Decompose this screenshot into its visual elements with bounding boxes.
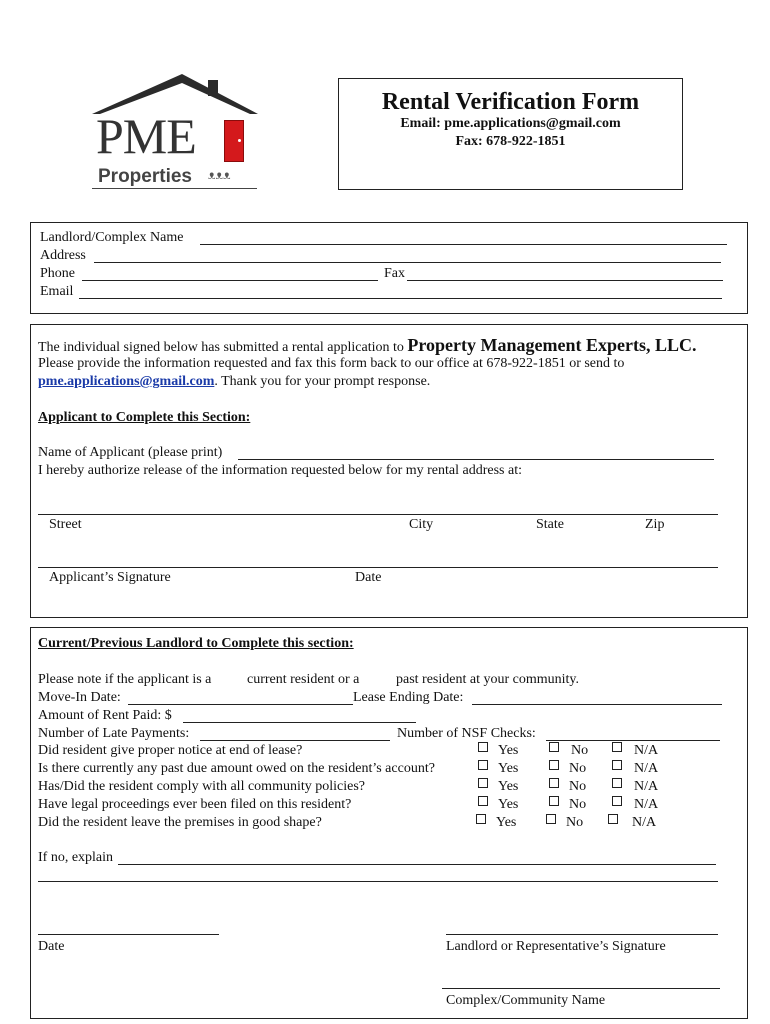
- past-resident-checkbox[interactable]: [381, 675, 391, 685]
- no-label: No: [569, 779, 587, 794]
- na-label: N/A: [632, 815, 657, 830]
- applicant-name-field[interactable]: [238, 459, 714, 460]
- intro-line1: [38, 335, 696, 358]
- header-fax: Fax: 678-922-1851: [455, 134, 566, 149]
- landlord-name-label: Landlord/Complex Name: [40, 230, 184, 245]
- phone-label: Phone: [40, 266, 75, 281]
- header-email: Email: pme.applications@gmail.com: [400, 116, 621, 131]
- logo-door-icon: [224, 120, 244, 162]
- current-resident-checkbox[interactable]: [232, 675, 242, 685]
- question-text: Is there currently any past due amount owed on the resident’s account?: [38, 761, 435, 776]
- na-label: N/A: [634, 779, 659, 794]
- late-payments-field[interactable]: [200, 740, 390, 741]
- rental-address-field[interactable]: [38, 514, 718, 515]
- applicant-name-label: Name of Applicant (please print): [38, 445, 223, 460]
- header-box: [338, 78, 683, 190]
- landlord-date-label: Date: [38, 939, 65, 954]
- no-checkbox[interactable]: [549, 742, 559, 752]
- landlord-signature-label: Landlord or Representative’s Signature: [446, 939, 666, 954]
- rent-paid-label: Amount of Rent Paid: $: [38, 708, 172, 723]
- question-text: Did the resident leave the premises in good shape?: [38, 815, 322, 830]
- yes-label: Yes: [498, 797, 519, 812]
- na-checkbox[interactable]: [612, 778, 622, 788]
- na-checkbox[interactable]: [612, 742, 622, 752]
- fax-label: Fax: [384, 266, 405, 281]
- address-label: Address: [40, 248, 86, 263]
- nsf-label: Number of NSF Checks:: [397, 726, 536, 741]
- yes-label: Yes: [496, 815, 517, 830]
- complex-name-field[interactable]: [442, 988, 720, 989]
- no-label: No: [571, 743, 589, 758]
- yes-checkbox[interactable]: [478, 778, 488, 788]
- authorize-text: I hereby authorize release of the information requested below for my rental address at:: [38, 463, 522, 478]
- yes-checkbox[interactable]: [478, 760, 488, 770]
- no-checkbox[interactable]: [549, 796, 559, 806]
- na-label: N/A: [634, 743, 659, 758]
- current-resident-label: current resident or a: [247, 672, 360, 687]
- landlord-heading: Current/Previous Landlord to Complete this section:: [38, 636, 354, 651]
- street-label: Street: [49, 517, 82, 532]
- na-label: N/A: [634, 797, 659, 812]
- nsf-field[interactable]: [546, 740, 720, 741]
- pme-logo: [90, 70, 260, 195]
- yes-checkbox[interactable]: [476, 814, 486, 824]
- question-text: Has/Did the resident comply with all community policies?: [38, 779, 365, 794]
- yes-label: Yes: [498, 743, 519, 758]
- intro-suffix: . Thank you for your prompt response.: [214, 374, 431, 389]
- yes-checkbox[interactable]: [478, 742, 488, 752]
- landlord-signature-field[interactable]: [446, 934, 718, 935]
- landlord-date-field[interactable]: [38, 934, 219, 935]
- yes-label: Yes: [498, 779, 519, 794]
- lease-end-field[interactable]: [472, 704, 722, 705]
- logo-decor: ᴥᴥᴥ: [208, 168, 231, 183]
- yes-label: Yes: [498, 761, 519, 776]
- rent-paid-field[interactable]: [183, 722, 416, 723]
- fax-field[interactable]: [407, 280, 723, 281]
- explain-field-2[interactable]: [38, 881, 718, 882]
- state-label: State: [536, 517, 564, 532]
- yes-checkbox[interactable]: [478, 796, 488, 806]
- complex-name-label: Complex/Community Name: [446, 993, 606, 1008]
- phone-field[interactable]: [82, 280, 378, 281]
- na-label: N/A: [634, 761, 659, 776]
- company-name: Property Management Experts, LLC.: [407, 335, 697, 355]
- zip-label: Zip: [645, 517, 665, 532]
- applicant-heading: Applicant to Complete this Section:: [38, 410, 251, 425]
- logo-main-text: PME: [96, 108, 196, 164]
- email-label: Email: [40, 284, 74, 299]
- no-label: No: [566, 815, 584, 830]
- address-field[interactable]: [94, 262, 721, 263]
- no-checkbox[interactable]: [549, 760, 559, 770]
- no-checkbox[interactable]: [546, 814, 556, 824]
- explain-field[interactable]: [118, 864, 716, 865]
- logo-sub-text: Properties: [98, 166, 192, 187]
- note-prefix: Please note if the applicant is a: [38, 672, 212, 687]
- intro-line3: [38, 374, 430, 390]
- late-payments-label: Number of Late Payments:: [38, 726, 190, 741]
- move-in-label: Move-In Date:: [38, 690, 121, 705]
- applicant-signature-label: Applicant’s Signature: [49, 570, 171, 585]
- intro-prefix: The individual signed below has submitted a rental application to: [38, 340, 408, 355]
- city-label: City: [409, 517, 434, 532]
- na-checkbox[interactable]: [612, 796, 622, 806]
- past-resident-label: past resident at your community.: [396, 672, 579, 687]
- landlord-name-field[interactable]: [200, 244, 727, 245]
- form-title: Rental Verification Form: [381, 89, 640, 115]
- na-checkbox[interactable]: [612, 760, 622, 770]
- email-field[interactable]: [79, 298, 722, 299]
- applicant-date-label: Date: [355, 570, 382, 585]
- move-in-field[interactable]: [128, 704, 353, 705]
- no-label: No: [569, 797, 587, 812]
- question-text: Have legal proceedings ever been filed on this resident?: [38, 797, 352, 812]
- no-label: No: [569, 761, 587, 776]
- applicant-signature-field[interactable]: [38, 567, 718, 568]
- email-link[interactable]: pme.applications@gmail.com: [38, 374, 215, 389]
- intro-line2: Please provide the information requested and fax this form back to our office at 678-922-1851 or send to: [38, 356, 625, 371]
- no-checkbox[interactable]: [549, 778, 559, 788]
- lease-end-label: Lease Ending Date:: [353, 690, 464, 705]
- na-checkbox[interactable]: [608, 814, 618, 824]
- explain-label: If no, explain: [38, 850, 114, 865]
- question-text: Did resident give proper notice at end of lease?: [38, 743, 303, 758]
